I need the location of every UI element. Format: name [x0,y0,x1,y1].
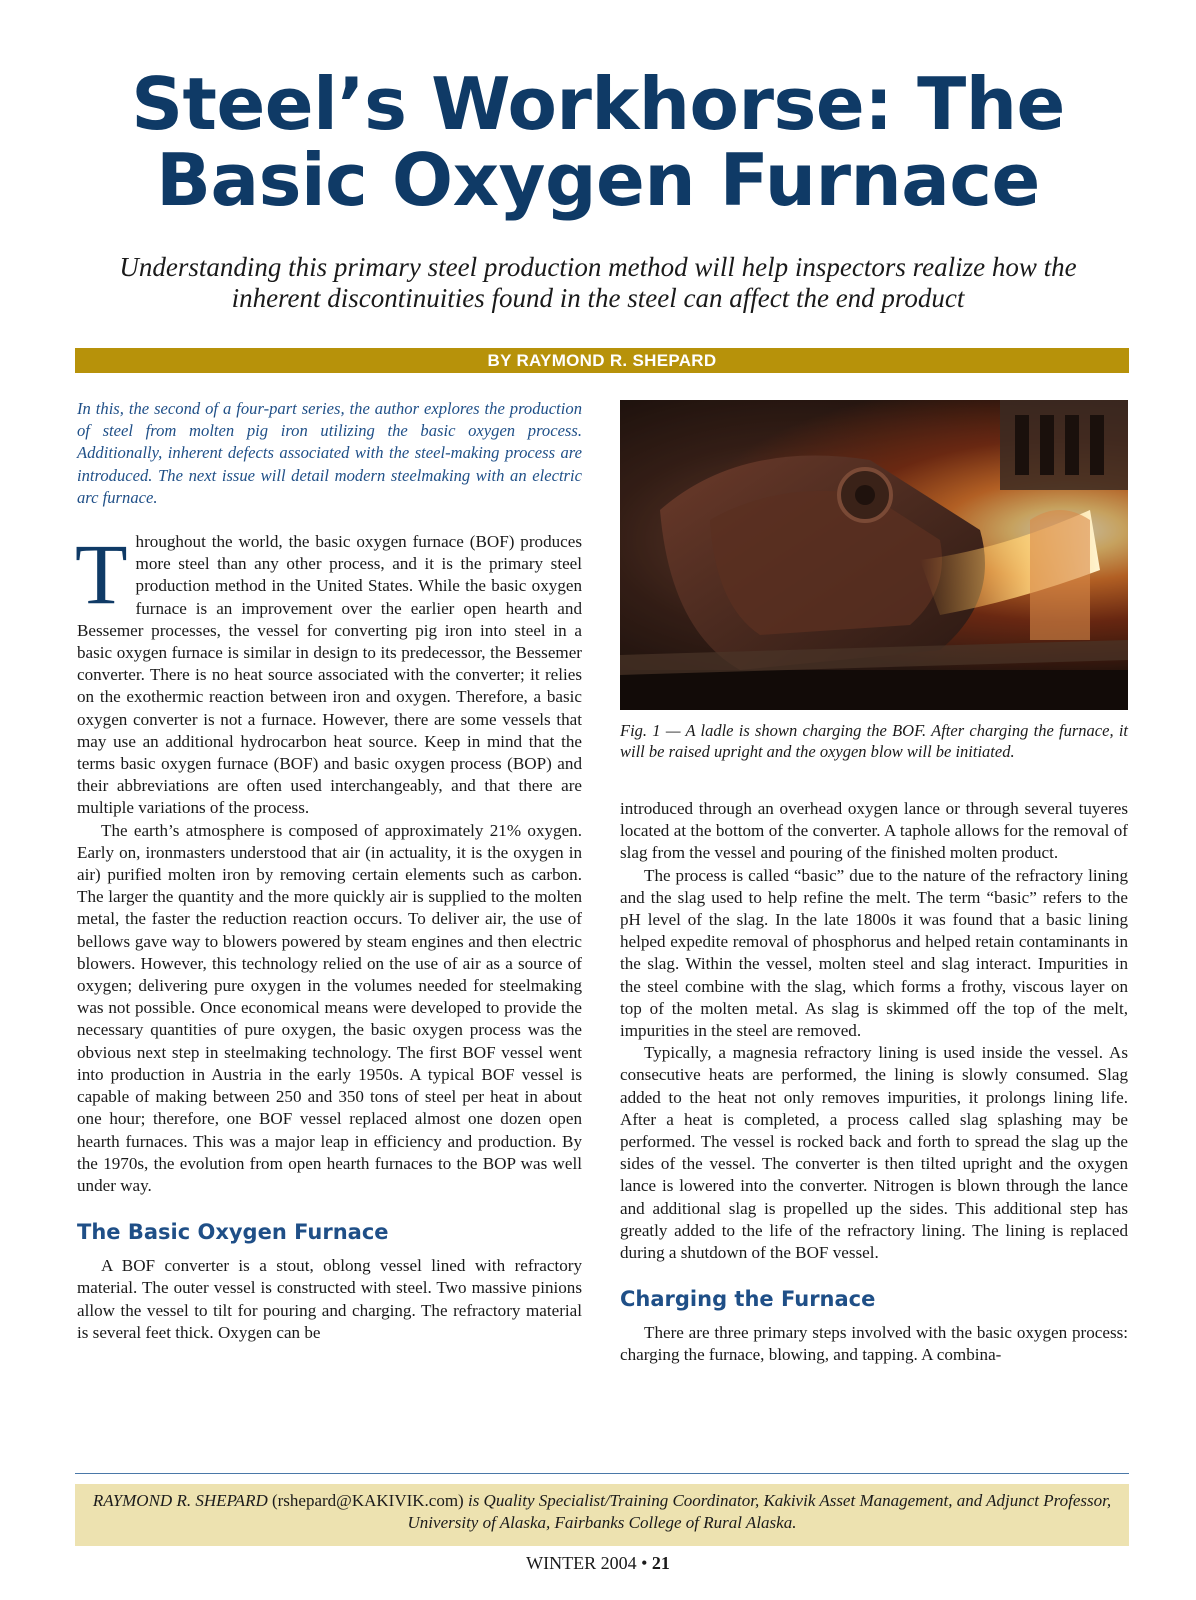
left-column [77,398,582,1344]
figure-photo [620,400,1128,710]
footer-rule [75,1473,1129,1474]
title-line-1: Steel’s Workhorse: The [131,62,1065,146]
body-paragraph: A BOF converter is a stout, oblong vessel lined with refractory material. The outer vessel is constructed with steel. Two massive pinions allow the vessel to tilt for pouring and charging. The refractory material is several feet thick. Oxygen can be [77,1256,582,1342]
section-heading: Charging the Furnace [620,1287,876,1312]
section-heading: The Basic Oxygen Furnace [77,1220,389,1245]
paragraph-text: hroughout the world, the basic oxygen furnace (BOF) produces more steel than any other process, and it is the primary steel production method in the United States. While the basic oxygen furnace is an improvement over the earlier open hearth and Bessemer processes, the vessel for converting pig iron into steel in a basic oxygen furnace is similar in design to its predecessor, the Bessemer converter. There is no heat source associated with the converter; it relies on the exothermic reaction between iron and oxygen. Therefore, a basic oxygen converter is not a furnace. However, there are some vessels that may use an additional hydrocarbon heat source. Keep in mind that the terms basic oxygen furnace (BOF) and basic oxygen process (BOP) and their abbreviations are often used interchangeably, and that there are multiple variations of the process. [77,532,582,818]
byline-bar: BY RAYMOND R. SHEPARD [75,348,1129,373]
body-paragraph: The earth’s atmosphere is composed of approximately 21% oxygen. Early on, ironmasters understood that air (in actuality, it is the oxygen in air) purified molten iron by removing certain elements such as carbon. The larger the quantity and the more quickly air is supplied to the molten metal, the faster the reduction reaction occurs. To deliver air, the use of bellows gave way to blowers powered by steam engines and then electric blowers. However, this technology relied on the use of air as a source of oxygen; delivering pure oxygen in the volumes needed for steelmaking was not possible. Once economical means were developed to provide the necessary quantities of pure oxygen, the basic oxygen process was the obvious next step in steelmaking technology. The first BOF vessel went into production in Austria in the early 1950s. A typical BOF vessel is capable of making between 250 and 350 tons of steel per heat in about one hour; therefore, one BOF vessel replaced almost one dozen open hearth furnaces. This was a major leap in efficiency and production. By the 1970s, the evolution from open hearth furnaces to the BOP was well under way. [77,820,582,1195]
author-name: RAYMOND R. SHEPARD [92,1491,268,1510]
body-paragraph: There are three primary steps involved with the basic oxygen process: charging the furnace, blowing, and tapping. A combina- [620,1323,1128,1365]
body-paragraph: Typically, a magnesia refractory lining is used inside the vessel. As consecutive heats are performed, the lining is slowly consumed. Slag added to the heat not only removes impurities, it prolongs lining life. After a heat is completed, a process called slag splashing may be performed. The vessel is rocked back and forth to spread the slag up the sides of the vessel. The converter is then tilted upright and the oxygen lance is lowered into the converter. Nitrogen is blown through the lance and additional slag is propelled up the sides. This additional step has greatly added to the life of the refractory lining. The lining is replaced during a shutdown of the BOF vessel. [620,1043,1128,1263]
body-paragraph: introduced through an overhead oxygen lance or through several tuyeres located at the bottom of the converter. A taphole allows for the removal of slag from the vessel and pouring of the finished molten product. [620,799,1128,863]
right-column [620,798,1128,1367]
article-deck: Understanding this primary steel production method will help inspectors realize how the inherent discontinuities found in the steel can affect the end product [119,252,1077,313]
body-paragraph [75,526,582,820]
folio-bullet: • [641,1553,648,1573]
bof-ladle-illustration [620,400,1128,710]
page-folio [0,1553,1196,1574]
author-description: is Quality Specialist/Training Coordinator, Kakivik Asset Management, and Adjunct Professor, University of Alaska, Fairbanks College of Rural Alaska. [407,1491,1112,1532]
author-bio-box [75,1484,1129,1546]
drop-cap: T [75,526,128,623]
author-email: (rshepard@KAKIVIK.com) [271,1491,464,1510]
figure-caption: Fig. 1 — A ladle is shown charging the BOF. After charging the furnace, it will be raised upright and the oxygen blow will be initiated. [620,721,1128,761]
article-title [0,62,1196,222]
title-line-2: Basic Oxygen Furnace [156,138,1040,222]
issue-label: WINTER 2004 [526,1553,637,1573]
body-paragraph: The process is called “basic” due to the nature of the refractory lining and the slag used to help refine the melt. The term “basic” refers to the pH level of the slag. In the late 1800s it was found that a basic lining helped expedite removal of phosphorus and helped retain contaminants in the slag. Within the vessel, molten steel and slag interact. Impurities in the steel combine with the slag, which forms a frothy, viscous layer on top of the molten metal. As slag is skimmed off the top of the melt, impurities in the steel are removed. [620,865,1128,1041]
intro-paragraph: In this, the second of a four-part series, the author explores the production of steel from molten pig iron utilizing the basic oxygen process. Additionally, inherent defects associated with the steel-making process are introduced. The next issue will detail modern steelmaking with an electric arc furnace. [77,399,582,507]
page-number: 21 [651,1553,670,1573]
